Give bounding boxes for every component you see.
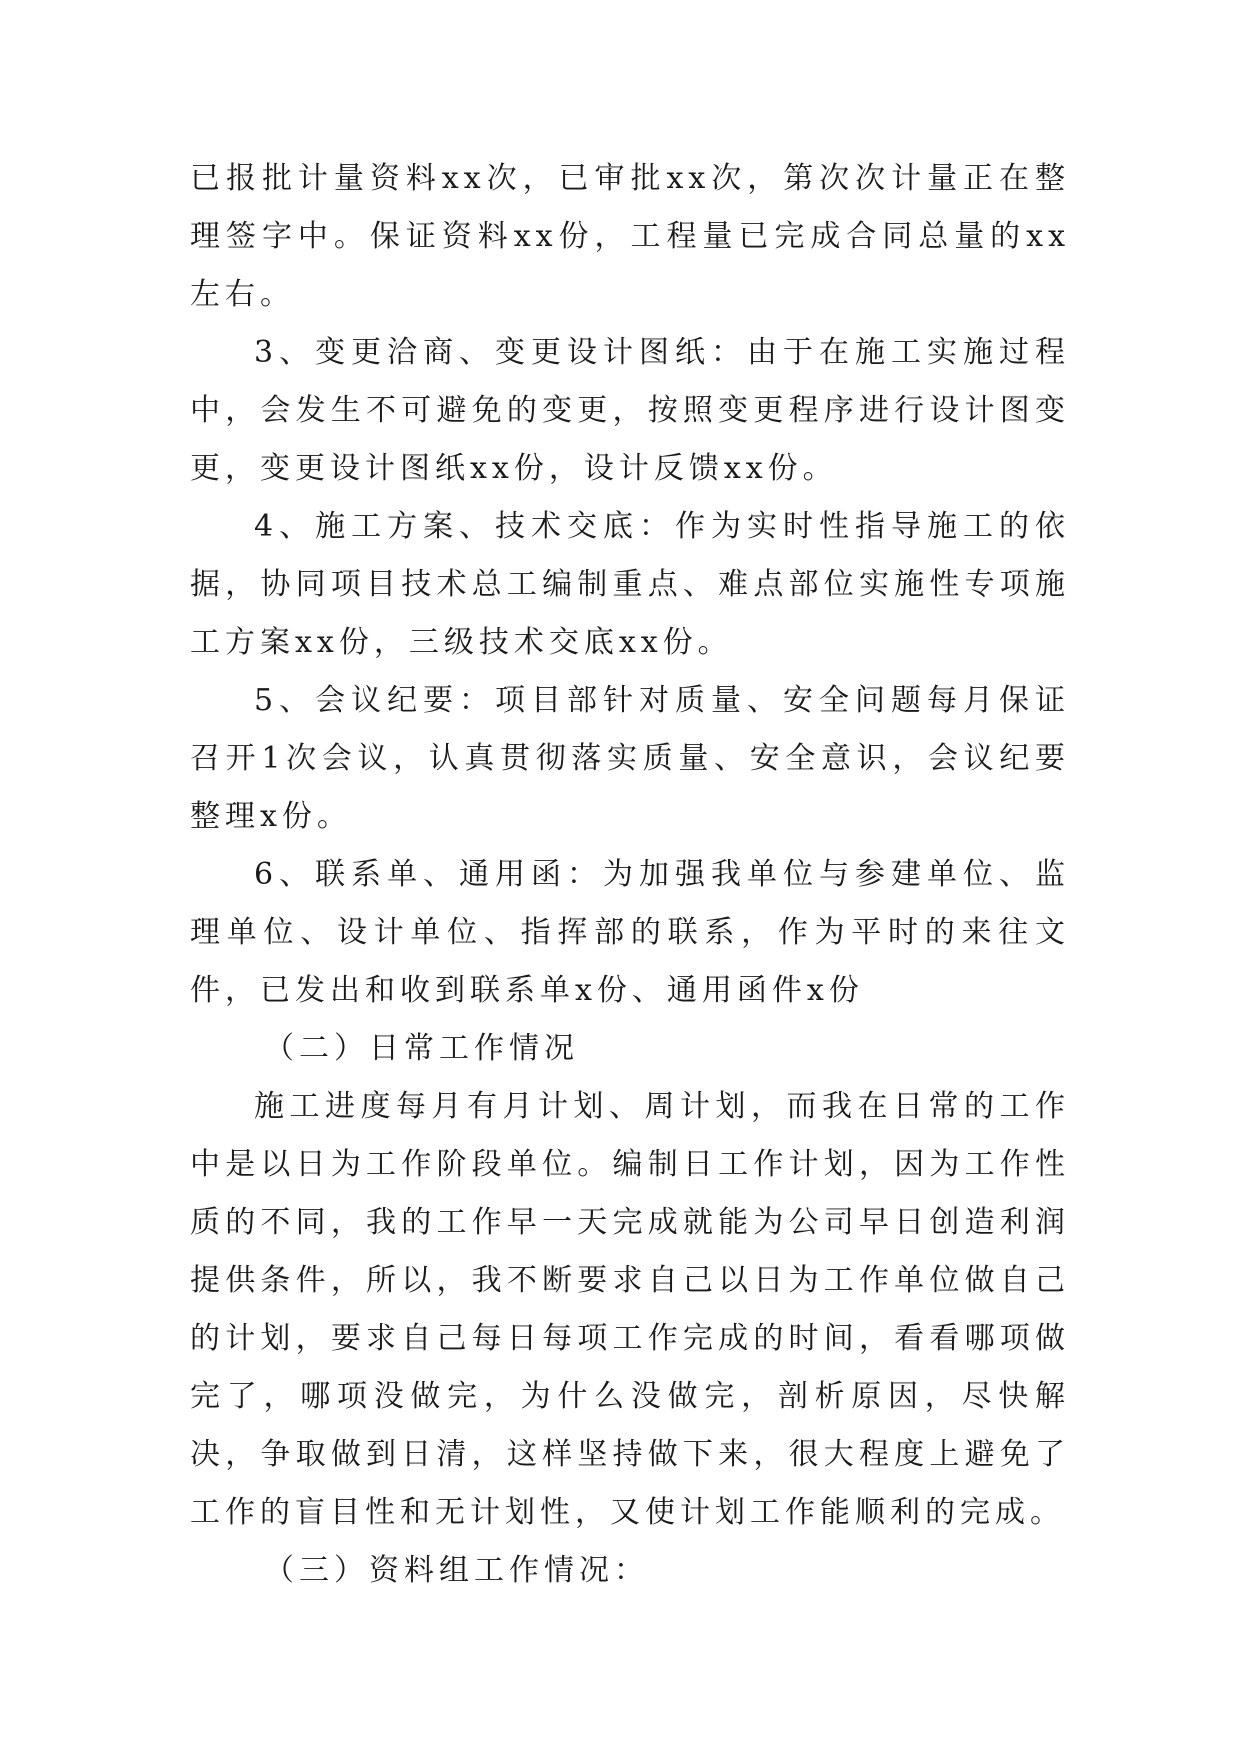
paragraph-continuation: 已报批计量资料xx次，已审批xx次，第次次计量正在整理签字中。保证资料xx份，工程量已完成合同总量的xx左右。 xyxy=(190,161,1070,312)
paragraph-daily-work: 施工进度每月有月计划、周计划，而我在日常的工作中是以日为工作阶段单位。编制日工作计划，因为工作性质的不同，我的工作早一天完成就能为公司早日创造利润提供条件，所以，我不断要求自己以日为工作单位做自己的计划，要求自己每日每项工作完成的时间，看看哪项做完了，哪项没做完，为什么没做完，剖析原因，尽快解决，争取做到日清，这样坚持做下来，很大程度上避免了工作的盲目性和无计划性，又使计划工作能顺利的完成。 xyxy=(190,1089,1070,1530)
paragraph-item-6: 6、联系单、通用函：为加强我单位与参建单位、监理单位、设计单位、指挥部的联系，作为平时的来往文件，已发出和收到联系单x份、通用函件x份 xyxy=(190,857,1070,1008)
paragraph-item-3: 3、变更洽商、变更设计图纸：由于在施工实施过程中，会发生不可避免的变更，按照变更程序进行设计图变更，变更设计图纸xx份，设计反馈xx份。 xyxy=(190,335,1070,486)
section-heading-2: （二）日常工作情况 xyxy=(264,1031,579,1066)
document-body xyxy=(190,150,1070,1600)
section-heading-3: （三）资料组工作情况： xyxy=(264,1553,649,1588)
paragraph-item-5: 5、会议纪要：项目部针对质量、安全问题每月保证召开1次会议，认真贯彻落实质量、安全意识，会议纪要整理x份。 xyxy=(190,683,1070,834)
paragraph-item-4: 4、施工方案、技术交底：作为实时性指导施工的依据，协同项目技术总工编制重点、难点部位实施性专项施工方案xx份，三级技术交底xx份。 xyxy=(190,509,1070,660)
